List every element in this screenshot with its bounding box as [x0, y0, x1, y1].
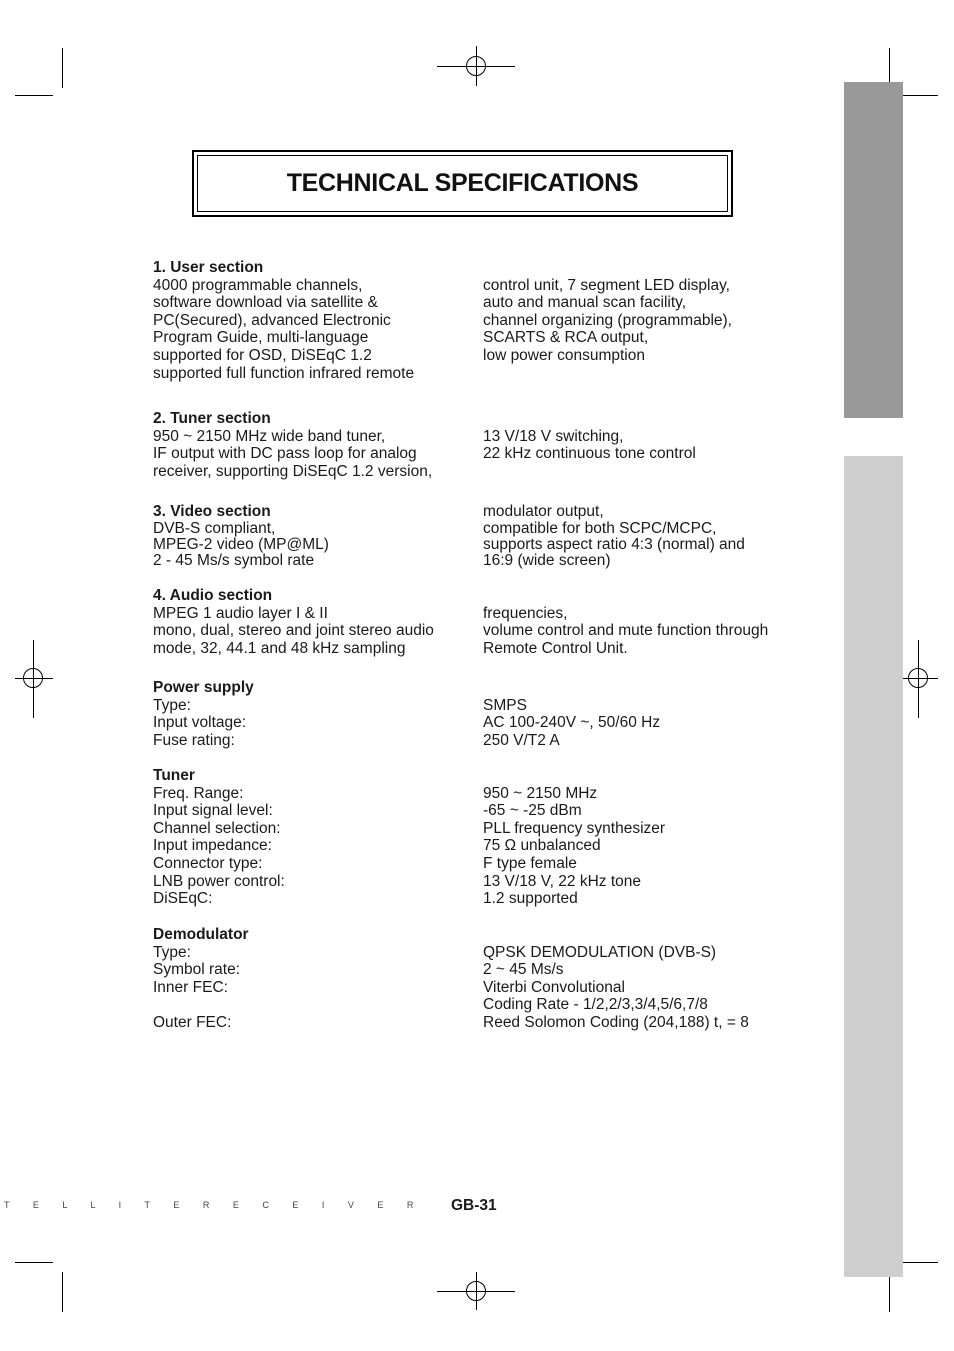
side-tab-light — [844, 456, 903, 1277]
spec-line: Remote Control Unit. — [483, 639, 628, 657]
spec-value: PLL frequency synthesizer — [483, 819, 666, 837]
spec-row — [153, 697, 803, 715]
section-heading: Tuner — [153, 767, 195, 784]
spec-line: mode, 32, 44.1 and 48 kHz sampling — [153, 639, 406, 657]
spec-line: receiver, supporting DiSEqC 1.2 version, — [153, 462, 433, 480]
tuner-section — [153, 410, 803, 480]
spec-line: channel organizing (programmable), — [483, 311, 732, 329]
spec-line: supported full function infrared remote — [153, 364, 415, 382]
crop-mark — [15, 95, 53, 96]
spec-value: 250 V/T2 A — [483, 731, 560, 749]
footer-running-text: T E L L I T E R E C E I V E R — [4, 1200, 424, 1210]
spec-line: low power consumption — [483, 346, 645, 364]
spec-line: 2 - 45 Ms/s symbol rate — [153, 551, 315, 569]
demodulator-specs — [153, 926, 803, 1032]
spec-key: Connector type: — [153, 854, 263, 872]
crop-mark — [62, 48, 63, 88]
spec-line: frequencies, — [483, 604, 568, 622]
spec-value: AC 100-240V ~, 50/60 Hz — [483, 714, 661, 732]
section-heading: 1. User section — [153, 259, 264, 276]
spec-line: SCARTS & RCA output, — [483, 329, 649, 347]
spec-line: auto and manual scan facility, — [483, 294, 687, 312]
power-supply-section — [153, 679, 803, 749]
user-section — [153, 259, 803, 382]
spec-key: Type: — [153, 943, 191, 961]
spec-line: modulator output, — [483, 503, 604, 520]
video-section — [153, 503, 803, 569]
spec-row — [153, 961, 803, 979]
crop-mark — [62, 1272, 63, 1312]
crop-mark — [900, 95, 938, 96]
section-heading: 2. Tuner section — [153, 410, 271, 427]
spec-line: 13 V/18 V switching, — [483, 427, 624, 445]
spec-value: 2 ~ 45 Ms/s — [483, 961, 564, 979]
section-heading: Demodulator — [153, 926, 249, 943]
section-heading: 3. Video section — [153, 503, 271, 520]
audio-section — [153, 587, 803, 657]
spec-row — [153, 996, 803, 1014]
crop-mark — [889, 1272, 890, 1312]
spec-key — [153, 996, 483, 1014]
spec-row — [153, 944, 803, 962]
spec-value: Coding Rate - 1/2,2/3,3/4,5/6,7/8 — [483, 996, 708, 1014]
spec-line: MPEG 1 audio layer I & II — [153, 604, 328, 622]
crop-mark — [900, 1262, 938, 1263]
spec-row — [153, 802, 803, 820]
spec-key: Input signal level: — [153, 802, 273, 820]
spec-value: F type female — [483, 854, 577, 872]
spec-line: MPEG-2 video (MP@ML) — [153, 535, 329, 553]
spec-key: DiSEqC: — [153, 890, 213, 908]
page-number: GB-31 — [451, 1197, 497, 1214]
spec-value: QPSK DEMODULATION (DVB-S) — [483, 943, 717, 961]
spec-value: 75 Ω unbalanced — [483, 837, 601, 855]
spec-line: volume control and mute function through — [483, 622, 769, 640]
spec-row — [153, 732, 803, 750]
spec-row — [153, 820, 803, 838]
spec-key: Input impedance: — [153, 837, 272, 855]
spec-line: 16:9 (wide screen) — [483, 551, 611, 569]
page-title: TECHNICAL SPECIFICATIONS — [286, 169, 639, 197]
spec-line: 950 ~ 2150 MHz wide band tuner, — [153, 427, 386, 445]
spec-row — [153, 1014, 803, 1032]
spec-value: 1.2 supported — [483, 890, 578, 908]
spec-line: PC(Secured), advanced Electronic — [153, 311, 391, 329]
crop-mark — [15, 1262, 53, 1263]
spec-line: compatible for both SCPC/MCPC, — [483, 519, 717, 537]
spec-row — [153, 979, 803, 997]
spec-line: supports aspect ratio 4:3 (normal) and — [483, 535, 745, 553]
spec-row — [153, 855, 803, 873]
spec-line: Program Guide, multi-language — [153, 329, 369, 347]
spec-key: Fuse rating: — [153, 731, 235, 749]
spec-value: SMPS — [483, 696, 527, 714]
section-heading: Power supply — [153, 679, 254, 696]
spec-row — [153, 890, 803, 908]
spec-key: Symbol rate: — [153, 961, 241, 979]
tuner-specs — [153, 767, 803, 908]
spec-key: LNB power control: — [153, 872, 285, 890]
spec-key: Type: — [153, 696, 191, 714]
spec-row — [153, 714, 803, 732]
spec-value: -65 ~ -25 dBm — [483, 802, 582, 820]
spec-line: mono, dual, stereo and joint stereo audio — [153, 622, 434, 640]
spec-line: 22 kHz continuous tone control — [483, 445, 696, 463]
spec-value: 13 V/18 V, 22 kHz tone — [483, 872, 641, 890]
spec-key: Outer FEC: — [153, 1013, 232, 1031]
spec-row — [153, 873, 803, 891]
side-tab-dark — [844, 82, 903, 418]
spec-key: Freq. Range: — [153, 784, 244, 802]
spec-value: 950 ~ 2150 MHz — [483, 784, 598, 802]
section-heading: 4. Audio section — [153, 587, 273, 604]
spec-value: Viterbi Convolutional — [483, 978, 625, 996]
spec-key: Channel selection: — [153, 819, 281, 837]
spec-row — [153, 837, 803, 855]
spec-line: 4000 programmable channels, — [153, 276, 363, 294]
spec-line: IF output with DC pass loop for analog — [153, 445, 417, 463]
spec-line: software download via satellite & — [153, 294, 378, 312]
spec-line: DVB-S compliant, — [153, 519, 276, 537]
spec-value: Reed Solomon Coding (204,188) t, = 8 — [483, 1013, 749, 1031]
title-frame — [192, 150, 733, 217]
spec-line: control unit, 7 segment LED display, — [483, 276, 730, 294]
spec-key: Input voltage: — [153, 714, 247, 732]
spec-key: Inner FEC: — [153, 978, 228, 996]
spec-line: supported for OSD, DiSEqC 1.2 — [153, 346, 372, 364]
spec-row — [153, 785, 803, 803]
